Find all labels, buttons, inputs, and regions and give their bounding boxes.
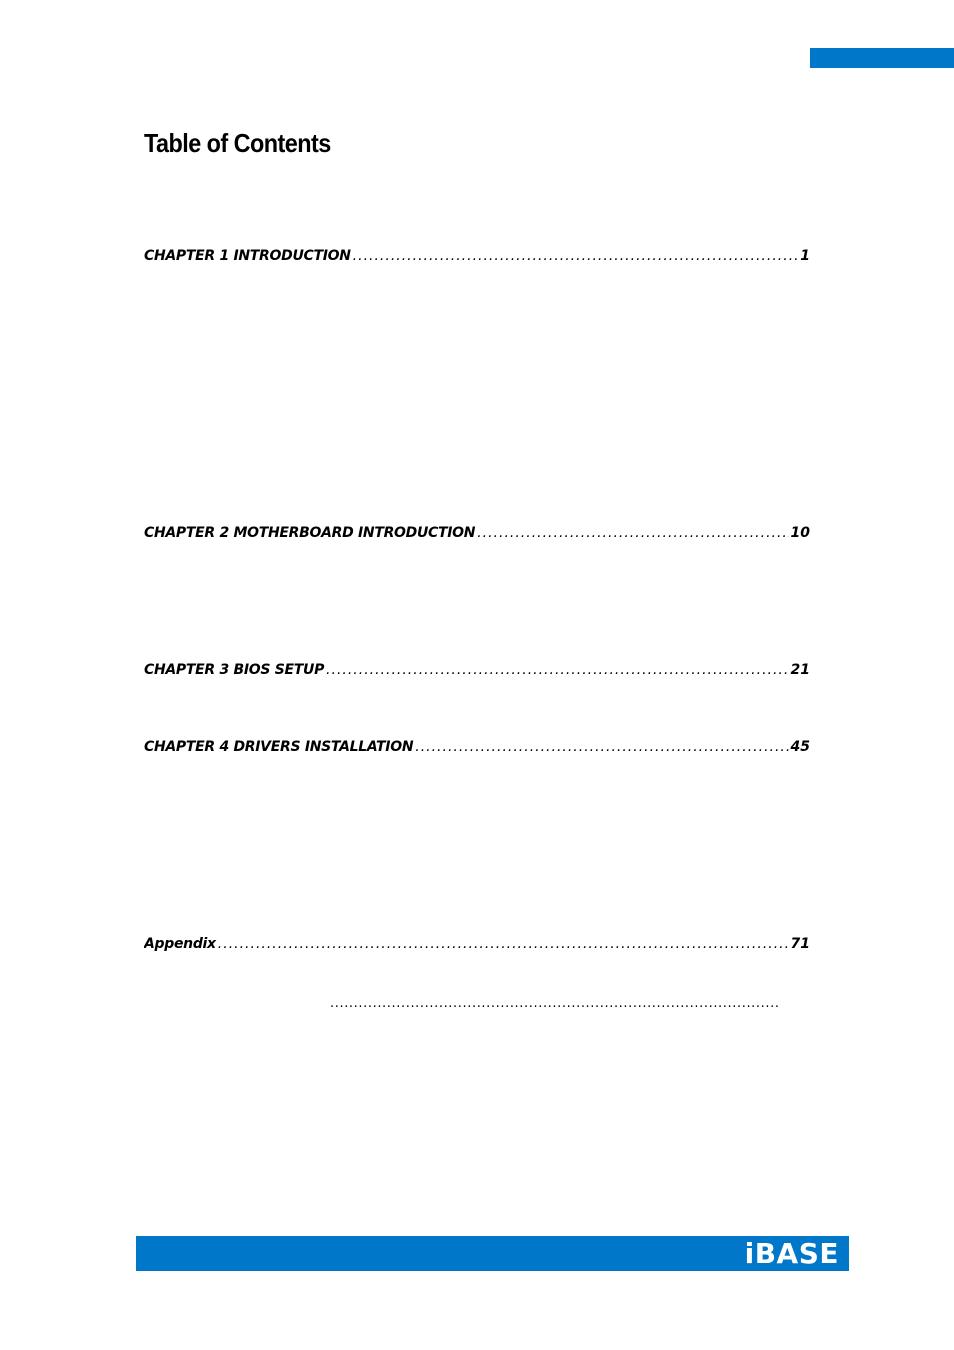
toc-page-number: 71 [790, 936, 810, 952]
toc-dot-leader [326, 659, 788, 681]
toc-page-number: 21 [790, 662, 810, 678]
toc-entry-appendix[interactable] [144, 933, 810, 955]
toc-entry-chapter-1[interactable] [144, 245, 810, 267]
toc-dot-leader [353, 245, 799, 267]
toc-entry-chapter-3[interactable] [144, 659, 810, 681]
page-title: Table of Contents [144, 128, 331, 158]
toc-entry-label: CHAPTER 2 MOTHERBOARD INTRODUCTION [144, 525, 476, 541]
toc-entry-label: CHAPTER 1 INTRODUCTION [144, 248, 351, 264]
footer-bar [136, 1236, 849, 1271]
stray-dot-leader [330, 996, 778, 1016]
toc-dot-leader [477, 522, 788, 544]
toc-entry-chapter-4[interactable] [144, 736, 810, 758]
toc-entry-label: CHAPTER 4 DRIVERS INSTALLATION [144, 739, 414, 755]
ibase-logo: iBASE [744, 1237, 839, 1270]
toc-entry-chapter-2[interactable] [144, 522, 810, 544]
toc-dot-leader [415, 736, 788, 758]
toc-page-number: 45 [790, 739, 810, 755]
toc-entry-label: CHAPTER 3 BIOS SETUP [144, 662, 325, 678]
toc-page-number: 10 [790, 525, 810, 541]
header-color-tab [810, 48, 954, 68]
toc-entry-label: Appendix [144, 936, 216, 952]
toc-dot-leader [218, 933, 789, 955]
toc-page-number: 1 [800, 248, 810, 264]
